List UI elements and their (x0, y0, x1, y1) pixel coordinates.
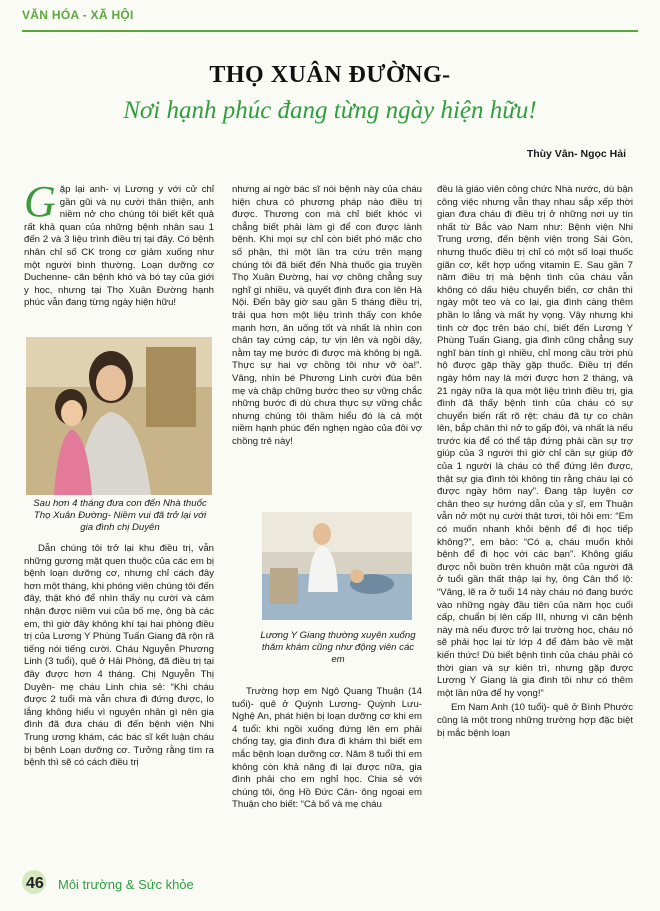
column-1-lead (24, 177, 214, 312)
byline: Thùy Vân- Ngọc Hải (526, 148, 626, 160)
paragraph: Trường hợp em Ngô Quang Thuận (14 tuổi)- quê ở Quỳnh Lương- Quỳnh Lưu- Nghệ An, phát hiện bị loạn dưỡng cơ khi em 4 tuổi: khi ngồi xuống đứng lên em phải chống tay, gia đình đưa đi khám thì biết em mắc bệnh loạn dưỡng cơ. Năm 8 tuổi thì em không còn khả năng đi lại được nữa, gia đình phải cho em nghỉ học. Chia sẻ với chúng tôi, ông Hồ Đức Cân- ông ngoại em Thuận cho biết: “Cả bố và mẹ cháu (232, 686, 422, 811)
lead-paragraph: ặp lại anh- vị Lương y với cử chỉ gần gũi và nụ cười thân thiện, anh niềm nở cho chúng tôi biết kết quả rất khả quan của những bệnh nhân sau 1 đến 2 và 3 liệu trình điều trị tại đây. Có bệnh nhân chỉ số CK trong cơ giảm xuống như một người bình thường. Loạn dưỡng cơ Duchenne- căn bệnh khó và bó tay của giới y học, nhưng tại Thọ Xuân Đường hạnh phúc vẫn đang từng ngày hiện hữu! (24, 184, 214, 309)
paragraph: nhưng ai ngờ bác sĩ nói bệnh này của cháu hiện chưa có phương pháp nào điều trị được. Thương con mà chỉ biết khóc vì chẳng biết phải làm gì để con được lành bệnh. Khi mọi sự chỉ còn biết phó mặc cho số phận, thì một lần tra cứu trên mạng chúng tôi đã biết đến Nhà thuốc gia truyền Thọ Xuân Đường, hai vợ chồng chẳng suy nghĩ gì nhiều, và quyết định đưa con lên Hà Nội. Đến bây giờ sau gần 5 tháng điều trị, trải qua hơn một liệu trình thấy con khỏe mạnh hơn, ăn uống tốt và nhất là nhìn con chân tay cứng cáp, tự vịn lên và ngồi dậy, nằm tay mẹ bước đi được mà không bị ngã. Thực sự hai vợ chồng tôi như vỡ òa!”. Vâng, nhìn bé Phương Linh cười đùa bên mẹ và chập chững bước theo sự vững chắc những bước đi dù chưa thực sự vững chắc nhưng chúng tôi thầm hiểu đó là cả một niềm hạnh phúc đến nghẹn ngào của đôi vợ chồng trẻ này! (232, 184, 422, 447)
paragraph: Em Nam Anh (10 tuổi)- quê ở Bình Phước cũng là một trong những trường hợp đặc biệt bị mắc bệnh loạn (437, 702, 633, 739)
header-rule (22, 30, 638, 32)
column-3-body (437, 184, 633, 742)
photo-caption-2: Lương Y Giang thường xuyên xuống thăm khám cũng như động viên các em (260, 630, 416, 665)
photo-doctor-visit (262, 512, 412, 620)
column-2-body (232, 184, 422, 450)
paragraph: đều là giáo viên công chức Nhà nước, dù bận công việc nhưng vẫn thay nhau sắp xếp thời gian đưa cháu đi điều trị ở những nơi uy tín nhất từ Bắc vào Nam như: Bệnh viện Nhi Trung ương, đến bệnh viện trong Sài Gòn, nhưng thuốc điều trị chỉ có một số loại thuốc giãn cơ, kết hợp uống vitamin E. Sau gần 7 năm điều trị mà bệnh tình của cháu vẫn không có dấu hiệu chuyển biến, cơ chân thì ngày một teo và co lại, gia đình càng thêm phần lo lắng và mất hy vọng. Vậy nhưng khi tình cờ đọc trên báo chí, biết đến Lương Y Phùng Tuấn Giang, gia đình cũng chẳng suy nghĩ bàn tính gì nhiều, chỉ mong cầu trời phù hộ được gặp thầy gặp thuốc. Điều trị đến ngày hôm nay là mới được hơn 2 tháng, và 21 ngày nữa là qua một liệu trình điều trị, gia đình đã thấy bệnh tình của cháu có sự chuyển biến rất rõ rệt: cháu đã tự co chân lên, bắp chân thì nở to gấp đôi, và nhất là nếu trước kia để có thể tập đứng phải cần sự trợ giúp của 3 người thì giờ chỉ cần sự giúp đỡ của 1 người là cháu có thể đứng lên được, thật sự gia đình tôi không tin rằng cháu lại có được ngày hôm nay”. Đang tập luyện cơ chân theo sự hướng dẫn của y sĩ, em Thuận vẫn nở một nụ cười thật tươi, tôi hỏi em: “Em có muốn nhanh khỏi bệnh để đi học tiếp không?”, em bảo: “Có ạ, cháu muốn khỏi bệnh để đi học với các bạn”. Không giấu được nỗi buồn trên khuôn mặt của người đã ở tuổi gần thất thập lại hy, ông Cân thổ lộ: “Vâng, lẽ ra ở tuổi 14 này cháu nó đang bước vào những ngày đầu tiên của năm học cuối cấp, chuẩn bị lên cấp III, nhưng vì căn bệnh này mà nếu được trở lại trường học, cháu nó sẽ phải học lại từ lớp 4 để đảm bảo về mặt kiến thức! Dù biết bệnh tình của cháu phải có thời gian và sự kiên trì, nhưng gặp được Lương Y Giang là gia đình tôi như có thêm một lần nữa để hy vọng!” (437, 184, 633, 699)
drop-cap: G (24, 177, 56, 226)
page-number: 46 (26, 875, 44, 892)
photo-mother-daughter (26, 337, 212, 495)
page-subtitle: Nơi hạnh phúc đang từng ngày hiện hữu! (123, 97, 537, 124)
section-label: VĂN HÓA - XÃ HỘI (22, 8, 134, 22)
page-title: THỌ XUÂN ĐƯỜNG- (209, 62, 451, 88)
column-1-body (24, 543, 214, 772)
photo-caption-1: Sau hơn 4 tháng đưa con đến Nhà thuốc Thọ Xuân Đường- Niềm vui đã trở lại với gia đình chị Duyên (33, 498, 207, 533)
magazine-name: Môi trường & Sức khỏe (58, 877, 194, 892)
paragraph: Dẫn chúng tôi trở lại khu điều trị, vẫn những gương mặt quen thuộc của các em bị bệnh loạn dưỡng cơ, nhưng chỉ cách đây hơn một tháng, khi phóng viên chúng tôi đến đây, thật khó để nhìn thấy nụ cười và cảm nhận được niềm vui của bố mẹ, ông bà các em, thì giờ đây không khí tại hai phòng điều trị của Lương Y Phùng Tuấn Giang đã rộn rã tiếng nói tiếng cười. Cháu Nguyễn Phương Linh (3 tuổi), quê ở Hải Phòng, đã điều trị tại đây được hơn 4 tháng. Chị Nguyễn Thị Duyên- mẹ cháu Linh chia sẻ: “Khi cháu được 2 tuổi mà vẫn chưa đi đứng được, lo lắng không hiểu vì nguyên nhân gì nên gia đình đã đưa cháu đi đến bệnh viện Nhi Trung ương khám, các bác sĩ kết luận cháu bị bệnh Loạn dưỡng cơ. Tưởng rằng tìm ra bệnh thì sẽ có cách điều trị (24, 543, 214, 769)
column-2-body-2 (232, 686, 422, 814)
